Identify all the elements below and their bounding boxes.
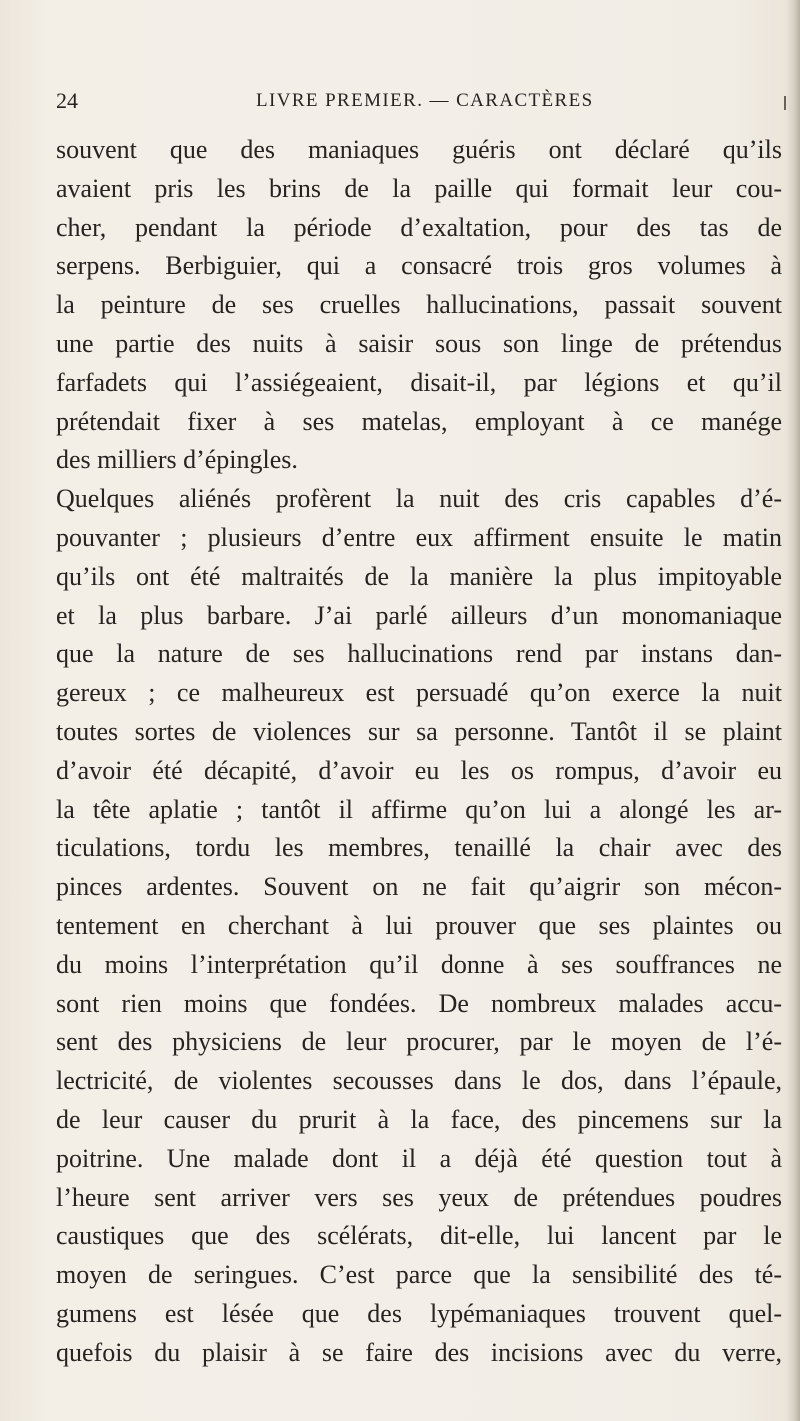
text-line: lectricité, de violentes secousses dans le dos, dans l’épaule,	[56, 1066, 782, 1096]
text-line: souvent que des maniaques guéris ont déclaré qu’ils	[56, 135, 782, 164]
text-line: prétendait fixer à ses matelas, employant à ce manége	[56, 406, 782, 436]
text-line: sent des physiciens de leur procurer, par le moyen de l’é-	[56, 1027, 782, 1057]
text-line: poitrine. Une malade dont il a déjà été question tout à	[56, 1143, 782, 1173]
text-line: serpens. Berbiguier, qui a consacré trois gros volumes à	[56, 251, 782, 281]
text-line: pinces ardentes. Souvent on ne fait qu’aigrir son mécon-	[56, 872, 782, 902]
text-line: cher, pendant la période d’exaltation, pour des tas de	[56, 212, 782, 242]
text-line: toutes sortes de violences sur sa personne. Tantôt il se plaint	[56, 716, 782, 746]
text-line: d’avoir été décapité, d’avoir eu les os rompus, d’avoir eu	[56, 755, 782, 785]
text-line: la tête aplatie ; tantôt il affirme qu’on lui a alongé les ar-	[56, 794, 782, 824]
text-line: l’heure sent arriver vers ses yeux de prétendues poudres	[56, 1182, 782, 1212]
text-line: gereux ; ce malheureux est persuadé qu’on exerce la nuit	[56, 678, 782, 708]
text-line: du moins l’interprétation qu’il donne à ses souffrances ne	[56, 949, 782, 979]
running-head	[56, 86, 756, 116]
text-line: caustiques que des scélérats, dit-elle, lui lancent par le	[56, 1221, 782, 1251]
text-line: des milliers d’épingles.	[56, 445, 298, 475]
text-line: avaient pris les brins de la paille qui formait leur cou-	[56, 173, 782, 203]
page-edge-shadow	[786, 0, 800, 1421]
text-line: et la plus barbare. J’ai parlé ailleurs d’un monomaniaque	[56, 600, 782, 630]
body-text	[56, 131, 782, 1373]
margin-mark	[784, 96, 786, 110]
text-line: sont rien moins que fondées. De nombreux malades accu-	[56, 988, 782, 1018]
text-line: Quelques aliénés profèrent la nuit des cris capables d’é-	[56, 484, 782, 514]
text-line: gumens est lésée que des lypémaniaques trouvent quel-	[56, 1298, 782, 1328]
text-line: pouvanter ; plusieurs d’entre eux affirment ensuite le matin	[56, 522, 782, 552]
text-line: de leur causer du prurit à la face, des pincemens sur la	[56, 1104, 782, 1134]
text-line: qu’ils ont été maltraités de la manière la plus impitoyable	[56, 561, 782, 591]
page-number: 24	[56, 88, 78, 113]
text-line: que la nature de ses hallucinations rend par instans dan-	[56, 639, 782, 669]
text-line: moyen de seringues. C’est parce que la sensibilité des té-	[56, 1260, 782, 1290]
text-line: la peinture de ses cruelles hallucinations, passait souvent	[56, 290, 782, 320]
text-line: une partie des nuits à saisir sous son linge de prétendus	[56, 328, 782, 358]
text-line: ticulations, tordu les membres, tenaillé la chair avec des	[56, 833, 782, 863]
running-head-title: LIVRE PREMIER. — CARACTÈRES	[256, 90, 594, 111]
text-line: tentement en cherchant à lui prouver que ses plaintes ou	[56, 910, 782, 940]
text-line: quefois du plaisir à se faire des incisions avec du verre,	[56, 1337, 782, 1367]
text-line: farfadets qui l’assiégeaient, disait-il, par légions et qu’il	[56, 367, 782, 397]
